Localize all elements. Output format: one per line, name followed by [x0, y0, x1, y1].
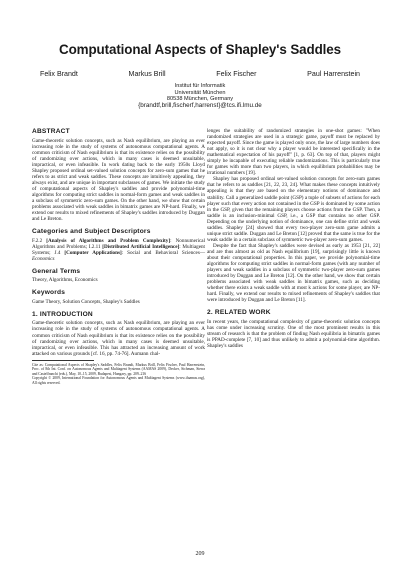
footnote-rule — [32, 360, 94, 361]
affiliation-institute: Institut für Informatik — [174, 83, 226, 89]
copyright-note: Copyright © 2009, International Foundation for Autonomous Agents and Multiagent Systems (www.ifaamas.org), All rights reserved. — [32, 376, 205, 385]
left-column — [32, 128, 205, 385]
category-italic: Economics — [32, 255, 55, 262]
category-name: [Distributed Artificial Intelligence] — [102, 243, 180, 250]
body-paragraph: lenges the suitability of randomized strategies in one-shot games: "When randomized strategies are used in a strategic game, payoff must be replaced by expected payoff. Since the game is played only once, the law of large numbers does not apply, so it is not clear why a player would be interested specifically in the mathematical expectation of his payoff" [1, p. 63]. On top of that, players might simply be incapable of executing reliable randomizations. This is particularly true for games with more than two players, in which equilibrium probabilities may be irrational numbers [19]. — [207, 128, 380, 177]
category-code: F.2.2 — [32, 237, 47, 244]
right-column — [207, 128, 380, 349]
affiliation-address: 80538 München, Germany — [166, 96, 234, 102]
abstract-heading: ABSTRACT — [32, 128, 70, 135]
introduction-text: Game-theoretic solution concepts, such as Nash equilibrium, are playing an ever increasing role in the study of systems of autonomous computational agents. A common criticism of Nash equilibrium is that its existence relies on the possibility of randomizing over actions, which in many cases is deemed unsuitable, impractical, or even infeasible. This has attracted an increasing amount of work attacked on various grounds [cf. 16, pp. 74-76]. Aumann chal- — [32, 320, 205, 357]
author-name: Felix Brandt — [40, 70, 78, 78]
category-name: [Analysis of Algorithms and Problem Complexity] — [46, 237, 171, 244]
author-name: Felix Fischer — [216, 70, 257, 78]
related-work-heading: 2. RELATED WORK — [207, 309, 271, 317]
paper-title: Computational Aspects of Shapley's Saddles — [59, 42, 341, 57]
body-paragraph: In recent years, the computational complexity of game-theoretic solution concepts has come under increasing scrutiny. One of the most prominent results in this stream of research is that the problem of finding Nash equilibria in bimatrix games is PPAD-complete [7, 10] and thus unlikely to admit a polynomial-time algorithm. Shapley's saddles — [207, 318, 380, 350]
affiliation — [0, 83, 400, 109]
keywords-heading: Keywords — [32, 289, 66, 297]
abstract-text: Game-theoretic solution concepts, such as Nash equilibrium, are playing an ever increasing role in the study of systems of autonomous computational agents. A common criticism of Nash equilibrium is that its existence relies on the possibility of randomizing over actions, which in many cases is deemed unsuitable, impractical, or even infeasible. In work dating back to the early 1950s Lloyd Shapley proposed ordinal set-valued solution concepts for zero-sum games that he refers to as strict and weak saddles. These concepts are intuitively appealing, they always exist, and are unique in important subclasses of games. We initiate the study of computational aspects of Shapley's saddles and provide polynomial-time algorithms for computing strict saddles in normal-form games and weak saddles in a subclass of symmetric zero-sum games. On the other hand, we show that certain problems associated with weak saddles in bimatrix games are NP-hard. Finally, we extend our results to mixed refinements of Shapley's saddles introduced by Duggan and Le Breton. — [32, 137, 205, 223]
page-number: 209 — [195, 551, 205, 557]
body-paragraph: Shapley has proposed ordinal set-valued solution concepts for zero-sum games that he refers to as saddles [21, 22, 23, 24]. What makes these concepts intuitively appealing is that they are based on the elementary notions of dominance and stability. Call a generalized saddle point (GSP) a tuple of subsets of actions for each player such that every action not contained in the GSP is dominated by some action in the GSP, given that the remaining players choose actions from the GSP. Then, a saddle is an inclusion-minimal GSP, i.e., a GSP that contains no other GSP. Depending on the underlying notion of dominance, one can define strict and weak saddles. Shapley [24] showed that every two-player zero-sum game admits a unique strict saddle. Duggan and Le Breton [12] proved that the same is true for the weak saddle in a certain subclass of symmetric two-player zero-sum games. — [207, 176, 380, 243]
category-text: : Nonnumerical Algorithms and Problems; I.2.11 — [32, 237, 205, 250]
citation-note: Cite as: Computational Aspects of Shapley's Saddles, Felix Brandt, Markus Brill, Felix Fischer, Paul Harrenstein, Proc. of 8th Int. Conf. on Autonomous Agents and Multiagent Systems (AAMAS 2009), Decker, Sichman, Sierra and Castelfranchi (eds.), May, 10–15, 2009, Budapest, Hungary, pp. 209–216 — [32, 362, 205, 376]
author-list — [40, 70, 360, 78]
general-terms-text: Theory, Algorithms, Economics — [32, 277, 98, 284]
author-name: Paul Harrenstein — [307, 70, 360, 78]
body-paragraph: Despite the fact that Shapley's saddles were devised as early as 1953 [21, 22] and are thus almost as old as Nash equilibrium [19], surprisingly little is known about their computational properties. In this paper, we provide polynomial-time algorithms for computing strict saddles in normal-form games (with any number of players and weak saddles in a subclass of symmetric two-player zero-sum games introduced by Duggan and Le Breton [12]. On the other hand, we show that certain problems associated with weak saddles in bimatrix games, such as deciding whether there exists a weak saddle with at most k actions for some player, are NP-hard. Finally, we extend our results to mixed refinements of Shapley's saddles that were introduced by Duggan and Le Breton [11]. — [207, 242, 380, 304]
affiliation-university: Universität München — [174, 89, 226, 96]
author-emails: {brandtf,brill,fischerf,harrenst}@tcs.ifi.lmu.de — [138, 101, 262, 109]
category-text: : Multiagent Systems; J.4 — [32, 243, 205, 256]
category-text: : Social and Behavioral Sciences— — [121, 249, 205, 256]
categories-text — [32, 238, 205, 262]
category-name: [Computer Applications] — [64, 249, 122, 256]
categories-heading: Categories and Subject Descriptors — [32, 228, 151, 236]
keywords-text: Game Theory, Solution Concepts, Shapley's Saddles — [32, 298, 140, 305]
author-name: Markus Brill — [128, 70, 166, 78]
introduction-heading: 1. INTRODUCTION — [32, 310, 93, 318]
general-terms-heading: General Terms — [32, 267, 81, 275]
